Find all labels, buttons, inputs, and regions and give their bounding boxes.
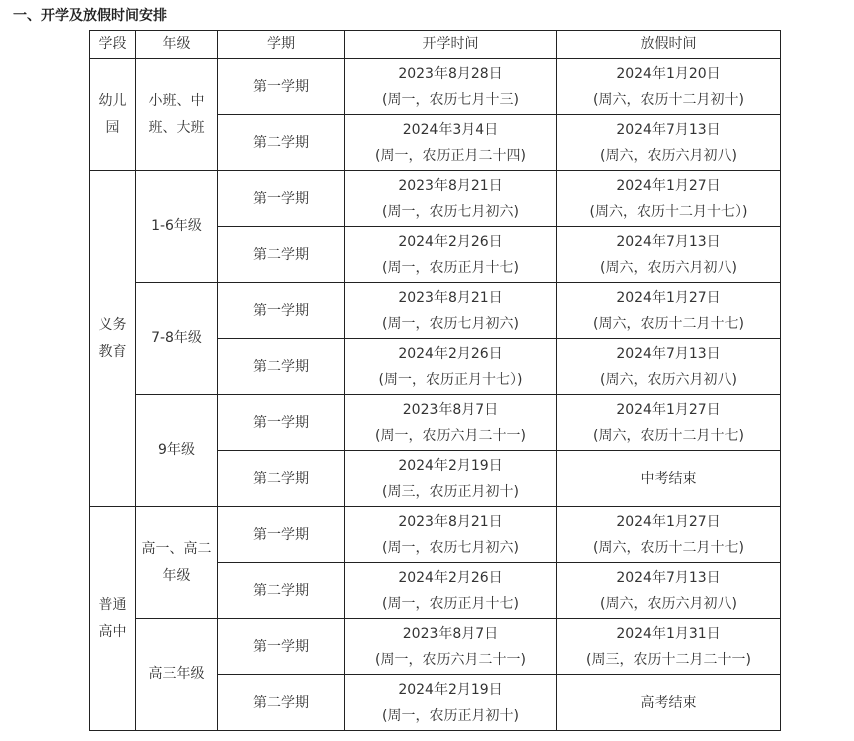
end-date: 2024年1月27日 bbox=[616, 177, 721, 194]
term-cell: 第二学期 bbox=[218, 227, 345, 283]
start-date: 2024年2月26日 bbox=[398, 569, 503, 586]
start-date: 2024年3月4日 bbox=[402, 121, 499, 138]
table-body bbox=[90, 59, 781, 731]
end-note: (周六，农历十二月十七）) bbox=[589, 203, 748, 220]
table-header-row bbox=[90, 31, 781, 59]
term-cell: 第一学期 bbox=[218, 395, 345, 451]
table-row bbox=[90, 171, 781, 227]
end-time-cell bbox=[557, 507, 781, 563]
end-time-cell bbox=[557, 451, 781, 507]
term-cell: 第二学期 bbox=[218, 451, 345, 507]
start-time-cell bbox=[345, 507, 557, 563]
end-date: 2024年1月27日 bbox=[616, 289, 721, 306]
grade-label: 小班、中班、大班 bbox=[148, 92, 205, 136]
stage-label: 普通高中 bbox=[98, 596, 127, 640]
end-date: 2024年1月31日 bbox=[616, 625, 721, 642]
end-time-cell bbox=[557, 283, 781, 339]
start-time-cell bbox=[345, 227, 557, 283]
end-date: 2024年1月27日 bbox=[616, 401, 721, 418]
start-time-cell bbox=[345, 451, 557, 507]
grade-label: 高一、高二年级 bbox=[141, 540, 212, 584]
grade-label: 7-8年级 bbox=[151, 330, 202, 346]
start-date: 2023年8月21日 bbox=[398, 289, 503, 306]
start-time-cell bbox=[345, 59, 557, 115]
grade-cell bbox=[136, 395, 218, 507]
term-cell: 第一学期 bbox=[218, 507, 345, 563]
start-note: (周一，农历六月二十一) bbox=[375, 651, 526, 668]
term-cell: 第二学期 bbox=[218, 339, 345, 395]
end-date: 2024年1月27日 bbox=[616, 513, 721, 530]
header-term: 学期 bbox=[218, 31, 345, 59]
end-note: (周六，农历六月初八) bbox=[600, 595, 737, 612]
header-end-time: 放假时间 bbox=[557, 31, 781, 59]
end-time-cell bbox=[557, 227, 781, 283]
table-row bbox=[90, 619, 781, 675]
grade-cell bbox=[136, 59, 218, 171]
end-date: 2024年7月13日 bbox=[616, 345, 721, 362]
grade-cell bbox=[136, 619, 218, 731]
start-time-cell bbox=[345, 339, 557, 395]
end-time-cell bbox=[557, 171, 781, 227]
term-cell: 第二学期 bbox=[218, 115, 345, 171]
stage-cell bbox=[90, 507, 136, 731]
grade-cell bbox=[136, 283, 218, 395]
stage-label: 义务教育 bbox=[98, 316, 127, 360]
header-stage: 学段 bbox=[90, 31, 136, 59]
end-date: 2024年1月20日 bbox=[616, 65, 721, 82]
term-cell: 第一学期 bbox=[218, 619, 345, 675]
start-time-cell bbox=[345, 171, 557, 227]
start-note: (周一，农历六月二十一) bbox=[375, 427, 526, 444]
start-time-cell bbox=[345, 563, 557, 619]
end-note: (周六，农历十二月十七) bbox=[593, 315, 744, 332]
grade-label: 9年级 bbox=[158, 442, 195, 458]
start-note: (周一，农历七月初六) bbox=[382, 539, 519, 556]
table-row bbox=[90, 59, 781, 115]
table-row bbox=[90, 283, 781, 339]
end-note: (周六，农历六月初八) bbox=[600, 371, 737, 388]
grade-cell bbox=[136, 507, 218, 619]
term-cell: 第二学期 bbox=[218, 563, 345, 619]
start-note: (周一，农历七月初六) bbox=[382, 203, 519, 220]
schedule-table bbox=[89, 30, 781, 731]
section-heading: 一、开学及放假时间安排 bbox=[13, 8, 167, 24]
end-time-cell bbox=[557, 563, 781, 619]
end-note: (周六，农历十二月初十) bbox=[593, 91, 744, 108]
start-date: 2024年2月26日 bbox=[398, 345, 503, 362]
end-time-cell bbox=[557, 619, 781, 675]
end-note: (周三，农历十二月二十一) bbox=[586, 651, 751, 668]
stage-label: 幼儿园 bbox=[98, 92, 127, 136]
end-date: 高考结束 bbox=[640, 694, 697, 711]
start-note: (周一，农历正月十七）) bbox=[378, 371, 523, 388]
start-time-cell bbox=[345, 395, 557, 451]
start-time-cell bbox=[345, 283, 557, 339]
start-note: (周一，农历正月十七) bbox=[382, 259, 519, 276]
header-grade: 年级 bbox=[136, 31, 218, 59]
start-date: 2023年8月28日 bbox=[398, 65, 503, 82]
start-note: (周一，农历正月初十) bbox=[382, 707, 519, 724]
grade-label: 1-6年级 bbox=[151, 218, 202, 234]
end-time-cell bbox=[557, 339, 781, 395]
end-note: (周六，农历六月初八) bbox=[600, 259, 737, 276]
start-date: 2023年8月21日 bbox=[398, 513, 503, 530]
end-time-cell bbox=[557, 675, 781, 731]
start-note: (周一，农历正月二十四) bbox=[375, 147, 526, 164]
header-start-time: 开学时间 bbox=[345, 31, 557, 59]
term-cell: 第一学期 bbox=[218, 283, 345, 339]
end-date: 2024年7月13日 bbox=[616, 233, 721, 250]
end-date: 2024年7月13日 bbox=[616, 121, 721, 138]
table-row bbox=[90, 395, 781, 451]
start-date: 2024年2月26日 bbox=[398, 233, 503, 250]
start-date: 2024年2月19日 bbox=[398, 457, 503, 474]
start-note: (周一，农历正月十七) bbox=[382, 595, 519, 612]
start-note: (周一，农历七月初六) bbox=[382, 315, 519, 332]
term-cell: 第一学期 bbox=[218, 59, 345, 115]
end-date: 中考结束 bbox=[640, 470, 697, 487]
end-time-cell bbox=[557, 115, 781, 171]
end-time-cell bbox=[557, 59, 781, 115]
start-date: 2023年8月7日 bbox=[402, 401, 499, 418]
stage-cell bbox=[90, 59, 136, 171]
start-time-cell bbox=[345, 619, 557, 675]
grade-cell bbox=[136, 171, 218, 283]
term-cell: 第一学期 bbox=[218, 171, 345, 227]
stage-cell bbox=[90, 171, 136, 507]
table-row bbox=[90, 507, 781, 563]
start-time-cell bbox=[345, 675, 557, 731]
start-date: 2023年8月7日 bbox=[402, 625, 499, 642]
end-date: 2024年7月13日 bbox=[616, 569, 721, 586]
start-date: 2023年8月21日 bbox=[398, 177, 503, 194]
end-note: (周六，农历十二月十七) bbox=[593, 539, 744, 556]
end-time-cell bbox=[557, 395, 781, 451]
start-date: 2024年2月19日 bbox=[398, 681, 503, 698]
start-note: (周一，农历七月十三) bbox=[382, 91, 519, 108]
term-cell: 第二学期 bbox=[218, 675, 345, 731]
start-time-cell bbox=[345, 115, 557, 171]
end-note: (周六，农历六月初八) bbox=[600, 147, 737, 164]
grade-label: 高三年级 bbox=[148, 666, 205, 682]
end-note: (周六，农历十二月十七) bbox=[593, 427, 744, 444]
start-note: (周三，农历正月初十) bbox=[382, 483, 519, 500]
